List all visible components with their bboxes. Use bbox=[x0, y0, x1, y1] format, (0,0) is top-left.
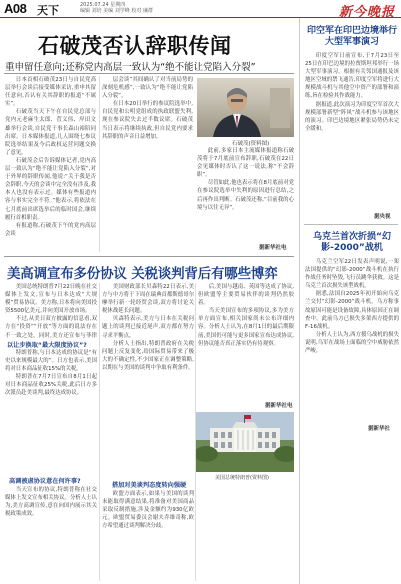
paragraph: 层会谈”其间确认了对当前局势的深刻危机感”,一致认为“绝不能让党陷入分裂”。 bbox=[102, 77, 193, 100]
paragraph: 欧盟方面表示,如果与美国的谈判未能取得满意结果,将准备对美国商品采取反制措施,涉及金额约为930亿欧元。欧盟贸易委员会谢夫乔维奇称,欧方希望通过谈判解决分歧。 bbox=[102, 491, 194, 530]
paragraph: 有报道称,石破茂下午的党内高层会谈 bbox=[5, 222, 96, 237]
paragraph: 乌克兰空军22日发表声明说,一架法国提供的“幻影-2000”战斗机在执行作战任务时坠毁,飞行员跳伞获救。这是乌克兰首次损失该型战机。 bbox=[305, 259, 399, 290]
column-divider bbox=[99, 283, 100, 581]
paragraph: 当天美国宣布的多项协议,多为美方单方面宣布,相关国家尚未公布详细内容。分析人士认为,在8月1日的最后期限前,美国仍可能与更多国家宣布达成协议,但协议能否真正落实仍有待观察。 bbox=[198, 308, 294, 347]
paragraph: 此前,多家日本主流媒体报道称石破茂将于7月底前宣布辞职,石破茂在22日会见媒体时否认了这一说法,称“不会辞职”。 bbox=[197, 148, 294, 179]
masthead bbox=[0, 0, 401, 18]
newspaper-logo: 新今晚报 bbox=[338, 5, 395, 20]
lead-column-3 bbox=[197, 147, 294, 245]
story2-subhead-1: 以让步换取“最大限度协议”? bbox=[7, 342, 87, 349]
story2-photo-caption: 美国总统特朗普(资料图) bbox=[215, 475, 269, 481]
divider bbox=[304, 224, 398, 225]
divider bbox=[4, 256, 294, 257]
sidebar-story-a-byline: 据央视 bbox=[374, 214, 391, 220]
issue-date: 2025.07.24 星期四 bbox=[80, 2, 126, 8]
sidebar-headline-b: 乌克兰首次折损“幻影-2000”战机 bbox=[313, 232, 391, 253]
issue-meta bbox=[80, 2, 153, 14]
sidebar-story-b-byline: 据新华社 bbox=[368, 426, 391, 432]
lead-byline: 据新华社电 bbox=[259, 245, 287, 251]
paragraph: 特朗普在7月7日宣布自8月1日起对日本商品征收25%关税,此后日方多次派员赴美谈判,最终达成协议。 bbox=[5, 374, 97, 397]
story2-byline: 据新华社电 bbox=[265, 403, 293, 409]
sidebar-story-b-text bbox=[305, 258, 399, 424]
paragraph: 据悉,法国自2025年初开始向乌克兰交付“幻影-2000”战斗机。乌方称事故原因可能是设备故障,具体原因正在调查中。此前乌方已损失多架西方提供的F-16战机。 bbox=[305, 291, 399, 330]
paragraph: 当天宣布的协议,特朗普称在社交媒体上发文宣布相关协议。分析人士认为,美方高调宣传,意在向国内展示其关税政策成效。 bbox=[5, 487, 97, 518]
lead-column-2 bbox=[102, 76, 193, 254]
paragraph: 特朗普称,与日本达成的协议是“有史以来规模最大的”。日方也表示,美国将对日本商品征收15%的关税。 bbox=[5, 350, 97, 373]
right-sidebar bbox=[299, 18, 401, 584]
story2-headline: 美高调宣布多份协议 关税谈判背后有哪些博弈 bbox=[7, 266, 278, 282]
story2-column-1b bbox=[5, 349, 97, 473]
story2-column-1c bbox=[5, 486, 97, 582]
story2-column-1 bbox=[5, 283, 97, 339]
story2-column-2 bbox=[102, 283, 194, 478]
paragraph: 在日本20日举行的参议院选举中,自民党和公明党组成的执政联盟失利,现在参议院失去过半数议席。石破茂当日表示将继续执政,但自民党内要求其辞职的声音日益增加。 bbox=[102, 101, 193, 140]
paragraph: 尽管如此,他也表示将在8月底前对党在参议院选举中失利的原因进行总结,之后再作出判断。石破茂还称,“目前我的心境与以往无异”。 bbox=[197, 180, 294, 211]
page-number: A08 bbox=[4, 1, 27, 16]
column-divider bbox=[99, 76, 100, 252]
paragraph: 石破茂当天下午在自民党总部与党内元老麻生太郎、菅义伟、岸田文雄举行会谈,自民党干事长森山裕陪同出席。日本媒体报道,几人围绕七参议院选举结果及今后政权运营问题交换了意见。 bbox=[5, 109, 96, 156]
paragraph: 贝森特表示,美方与日本在关税问题上的谈判已接近尾声,双方都在努力寻求平衡点。 bbox=[102, 316, 194, 339]
lead-column-1 bbox=[5, 76, 96, 254]
sidebar-story-a-text bbox=[305, 52, 399, 212]
editor-credits: 编辑 刘培 美编 刘学峰 校对 廉群 bbox=[80, 8, 153, 14]
story2-column-2b bbox=[102, 490, 194, 582]
white-house-image bbox=[196, 412, 294, 472]
story2-subhead-2: 高调被虐协议意在何许事? bbox=[9, 478, 81, 485]
lead-subhead: 重申留任意向;还称党内高层一致认为“绝不能让党陷入分裂” bbox=[5, 62, 256, 73]
paragraph: 美国总统特朗普7月22日晚在社交媒体上发文,宣布与日本达成“大规模”贸易协议。美方称,日本将向美国投资5500亿美元,并向美国开放市场。 bbox=[5, 284, 97, 315]
person-portrait-image bbox=[213, 84, 261, 137]
story2-column-3 bbox=[198, 283, 294, 401]
paragraph: 分析人士认为,西方援乌战机的损失说明,乌军在战场上面临的空中威胁依然严峻。 bbox=[305, 331, 399, 355]
paragraph: 不过,从美日双方披露的信息看,双方在“投资”“开放”等方面的说法存在不一致之处。同时,美方还宣布与菲律 bbox=[5, 316, 97, 339]
paragraph: 分析人士指出,特朗普政府在关税问题上反复变化,给国际贸易带来了极大的不确定性,不少国家正在调整策略,以期在与美国的谈判中争取有利条件。 bbox=[102, 340, 194, 371]
paragraph: 石破茂会后告诉媒体记者,党内高层一致认为“绝不能让党陷入分裂”,对于外界的辞职传闻,他说:“关于我是否会辞职,今天的会谈中完全没有涉及,我本人也没有表示过。媒体有些报道内容与事实完全不符。”他表示,将依法在七月底前出席选举后的临时国会,继续履行首相职责。 bbox=[5, 157, 96, 221]
paragraph: 印度空军日前宣布,于7月23日至25日在印巴边境的拉贾斯坦邦举行一场大型军事演习。根据有关邻国通报及该地区空域的禁飞通告,印度空军将进行大规模战斗机与其他空中资产的部署和演练,旨在检验其作战能力。 bbox=[305, 53, 399, 100]
paragraph: 美国财政部长贝森特22日表示,美方与中方将于下周在瑞典首都斯德哥尔摩举行新一轮经贸会谈,双方将讨论关税休战延长问题。 bbox=[102, 284, 194, 315]
lead-headline: 石破茂否认辞职传闻 bbox=[38, 34, 232, 58]
paragraph: 据报道,此次演习为印度空军首次大规模部署新型“阵风”战斗机参与该地区的演习。印巴边境地区紧张局势仍未完全缓和。 bbox=[305, 101, 399, 132]
section-name: 天下 bbox=[37, 4, 59, 17]
story2-subhead-3: 搭加对美谈判态度转向强硬 bbox=[112, 482, 187, 489]
paragraph: 后,美国与越南、英国等达成了协议,但欧盟等主要贸易伙伴的谈判仍然胶着。 bbox=[198, 284, 294, 307]
lead-photo bbox=[197, 78, 294, 137]
divider bbox=[4, 73, 294, 74]
sidebar-headline-a: 印空军在印巴边境举行大型军事演习 bbox=[306, 26, 397, 47]
lead-photo-caption: 石破茂(资料图) bbox=[232, 141, 270, 147]
paragraph: 日本首相石破茂23日与自民党高层举行会谈后接受媒体采访,重申其留任意向,否认有关其辞职的报道“不属实”。 bbox=[5, 77, 96, 108]
story2-photo bbox=[196, 412, 294, 472]
